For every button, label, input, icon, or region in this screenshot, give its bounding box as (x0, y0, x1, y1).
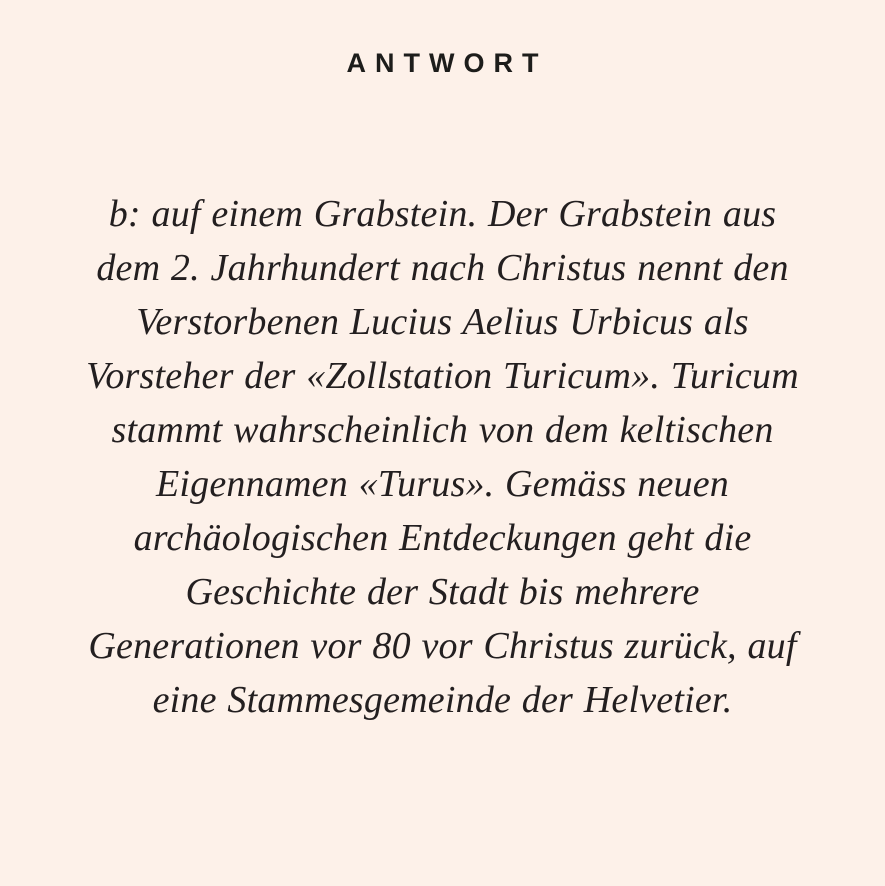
answer-text: b: auf einem Grabstein. Der Grabstein aus dem 2. Jahrhundert nach Christus nennt den Verstorbenen Lucius Aelius Urbicus als Vorsteher der «Zollstation Turicum». Turicum stammt wahrscheinlich von dem keltischen Eigennamen «Turus». Gemäss neuen archäologischen Entdeckungen geht die Geschichte der Stadt bis mehrere Generationen vor 80 vor Christus zurück, auf eine Stammesgemeinde der Helvetier. (86, 193, 799, 721)
page-title: ANTWORT (346, 48, 548, 78)
